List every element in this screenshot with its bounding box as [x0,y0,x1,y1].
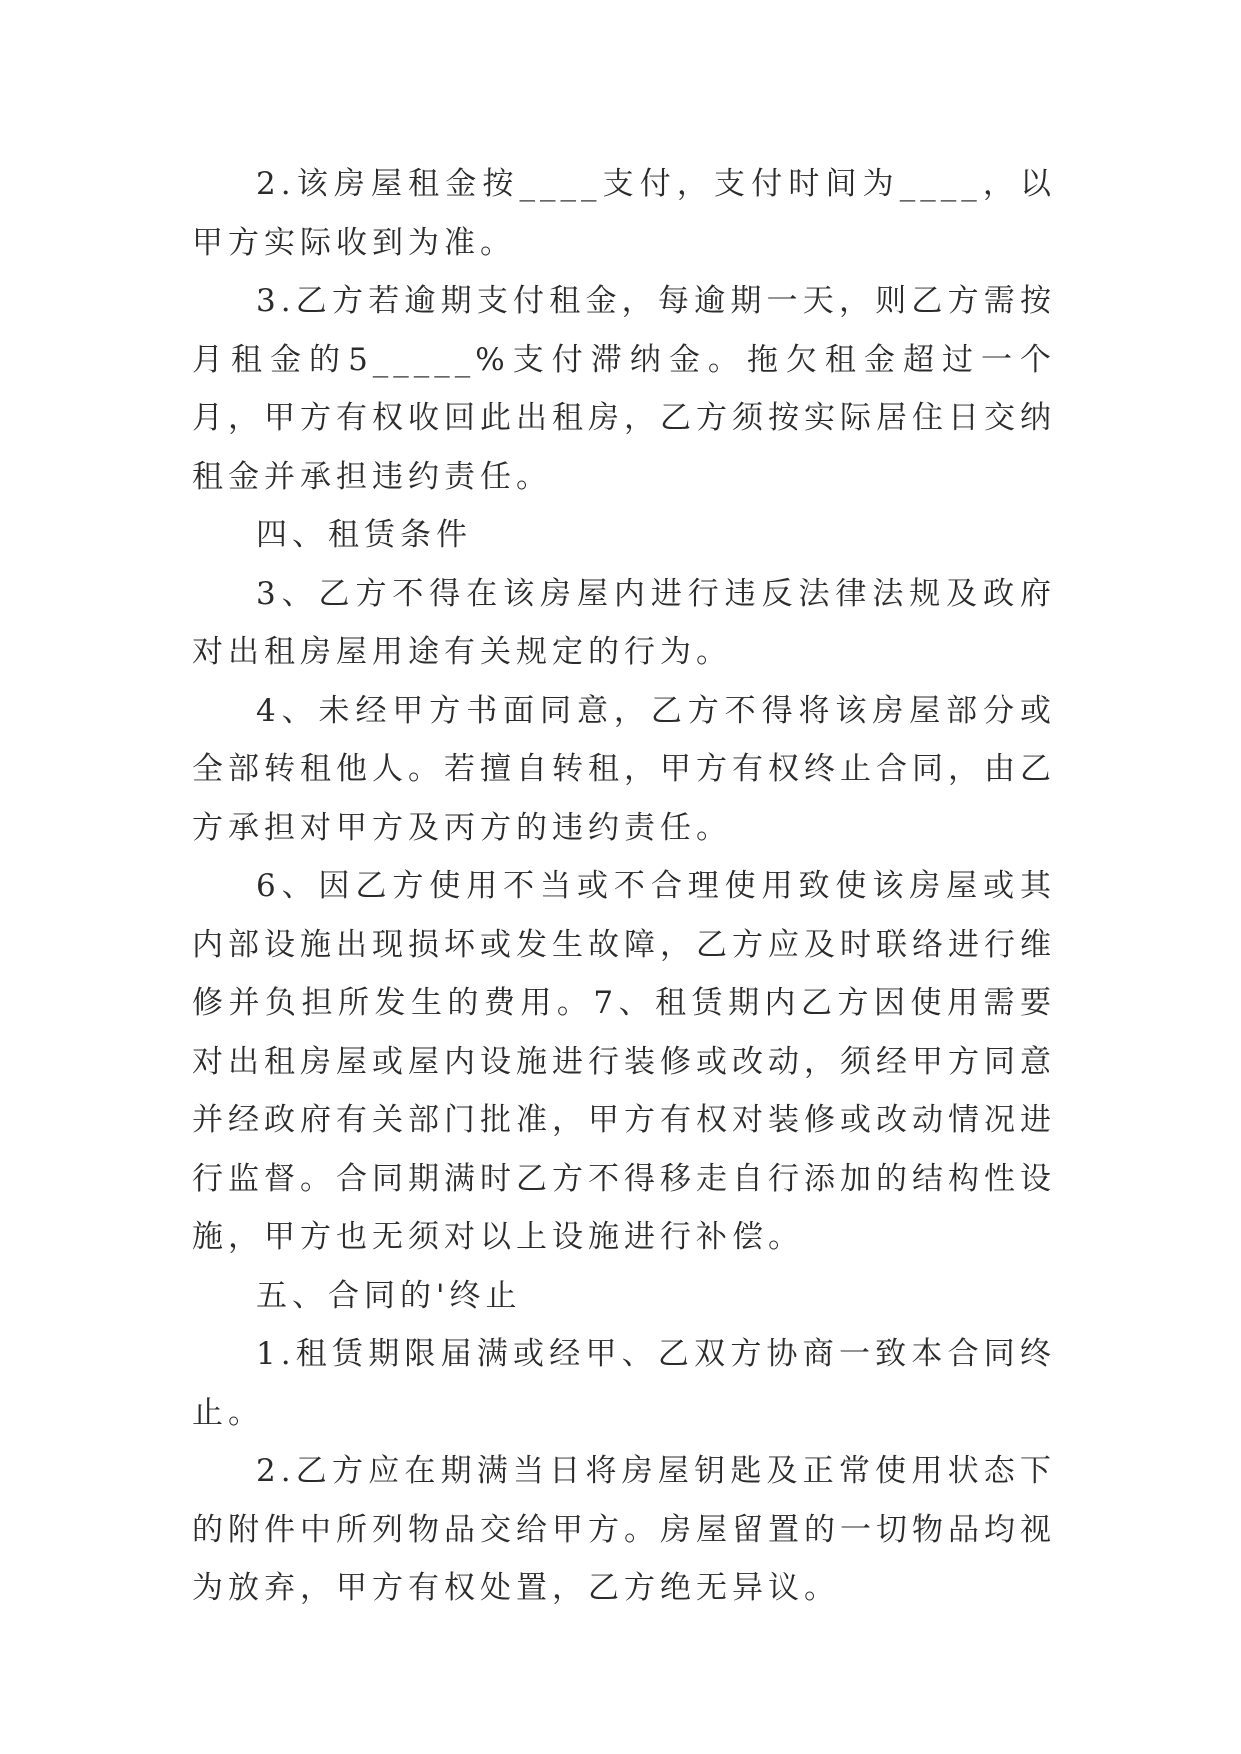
section-heading-lease-conditions: 四、租赁条件 [256,517,472,553]
paragraph-key-return: 2.乙方应在期满当日将房屋钥匙及正常使用状态下的附件中所列物品交给甲方。房屋留置的一切物品均视为放弃，甲方有权处置，乙方绝无异议。 [192,1453,1056,1606]
paragraph-sublease: 4、未经甲方书面同意，乙方不得将该房屋部分或全部转租他人。若擅自转租，甲方有权终止合同，由乙方承担对甲方及丙方的违约责任。 [192,692,1056,846]
section-heading-termination: 五、合同的'终止 [256,1277,522,1314]
paragraph-late-fee: 3.乙方若逾期支付租金，每逾期一天，则乙方需按月租金的5_____%支付滞纳金。拖欠租金超过一个月，甲方有权收回此出租房，乙方须按实际居住日交纳租金并承担违约责任。 [192,283,1056,495]
paragraph-rent-payment: 2.该房屋租金按____支付，支付时间为____，以甲方实际收到为准。 [192,166,1056,261]
paragraph-lawful-use: 3、乙方不得在该房屋内进行违反法律法规及政府对出租房屋用途有关规定的行为。 [192,575,1056,670]
paragraph-repairs-renovation: 6、因乙方使用不当或不合理使用致使该房屋或其内部设施出现损坏或发生故障，乙方应及时联络进行维修并负担所发生的费用。7、租赁期内乙方因使用需要对出租房屋或屋内设施进行装修或改动，须经甲方同意并经政府有关部门批准，甲方有权对装修或改动情况进行监督。合同期满时乙方不得移走自行添加的结构性设施，甲方也无须对以上设施进行补偿。 [192,868,1056,1255]
document-body [192,155,1056,1618]
paragraph-term-expiry: 1.租赁期限届满或经甲、乙双方协商一致本合同终止。 [192,1336,1056,1431]
